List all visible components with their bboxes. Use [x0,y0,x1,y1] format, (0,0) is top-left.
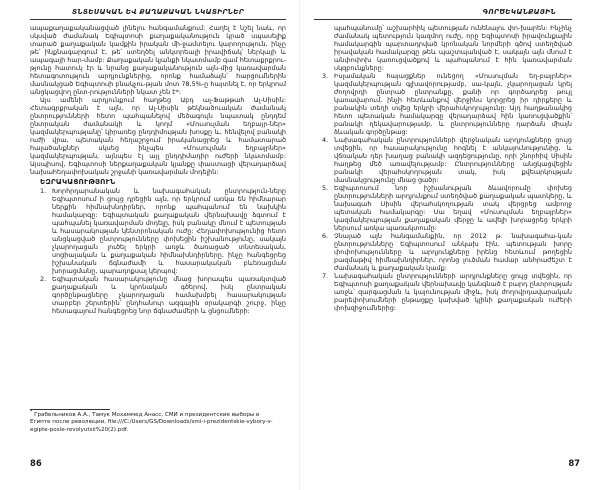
left-body-text [30,24,286,315]
list-item-number: 3. [322,72,329,80]
conclusion-heading: ԵԶՐԱԿԱՑՈՒԹՅՈՒՆ [40,177,116,186]
list-item-text: Նախագահական ընտրությունների վերջնական արդյունքները ցույց տվեցին, որ հասարակությունը հոգնել է անկայունությունից, և վճռական դեր խաղաց բանակի ազդեցությունը, որի շնորհիվ Սիսին հաղթեց մեծ առավելությամբ: Ընտրությունները անցկացվեցին բանակի վերահսկողության տակ, իսկ քվեարկության մասնակցությունը մնաց ցածր: [334,136,572,184]
list-item [30,187,286,275]
list-item-number: 5. [322,184,329,192]
list-item-number: 4. [322,136,329,144]
left-paragraph-1: ապաքաղաքականացված լինելու հանգամանքում: Հաղել է նշել նաև, որ սկսված ժամանակ Եգիպտոսի քաղաքականություն կրած սպասելիք տարած քաղաքական կամքին իրական մի-ջամտելու կարողություն, ինչը թե՛ ինքնագարգում է, թե՛ ստեղծել անկտրեալի իրավիճակ՝ ներկայի և ապագայի հար-մամբ: Քաղաքական կյանքի նկատմամբ գամ հետաքրքրու-թյունը հատուկ էր և նրանց քաղաքականություն այն-մից կառավարման հետագոտություն արդյունքներից, որոնք համաձայն՝ հարցումներին մասնակցած Եգիպտոսի բնակչու-թյան մոտ 78,5%-ը հայտնել է, որ երկրում անցկացվող ընտ-րությունների նկատ չեն է*: [30,24,286,96]
list-item [314,24,572,72]
footnote-divider [30,409,110,410]
right-conclusion-list [314,24,572,312]
list-item-text: Խորհրդարանական և նախագահական ընտրություն-ները Եգիպտոսում ի ցույց դրեցին այն, որ երկրում առկա են հիմնարար ներքին հիմնախնդիրներ, որոնք պահպանում են նախկին համակարգը: Եգիպտական քաղաքական վերնախավը ձգտում է պահպանել կառավարման մոդելը, իսկ բանակը մնում է պետության և հասարակության կենտրոնական ուժը: Հեղափոխությունից հետո անցկացված ընտրությունները փոխեցին իշխանությունը, սակայն չկարողացան լուծել երկրի առջև ծառացած տնտեսական, սոցիալական և քաղաքական հիմնախնդիրները, ինչը հանգեցրեց իշխանական ճգնաժամի և հասարակական բևեռացման խորացմանը, պարադոքսալ կերպով: [52,187,286,275]
list-item [314,272,572,312]
footnote-text: Грабельников А.А., Тамук Мохаммед Анасс, СМИ и президентские выборы в Египте после революции, file:///C:/Users/GS/Downloads/smi-i-prezidentskie-vybory-v-egipte-posle-revolyutsii%20(2).pdf. [30,412,273,433]
right-body-text [314,24,572,312]
list-item-text: Եգիպտական հասարակությունը մնաց խորապես պառակտված քաղաքական և կրոնական գծերով, իսկ ընտրական գործընթացները չկարողացան համախմբել հասարակության տարբեր շերտերին՝ ընդհանուր ազգային օրակարգի շուրջ, ինչը հետագայում հանգեցրեց նոր ճգնաժամերի և ցնցումների: [52,275,286,315]
list-item-text: Նախագահական ընտրությունների արդյունքները ցույց տվեցին, որ Եգիպտոսի քաղաքական վերնախավը կանգնած է բարդ ընտրության առջև՝ զարգացման և կայունության միջև, իսկ ժողովրդավարական բարեփոխումների ընթացքը կախված կլինի քաղաքական ուժերի փոխզիջումներից: [334,272,572,312]
list-item [314,72,572,136]
list-item-text: Չնայած այն հանգամանքին, որ 2012 թ. նախագահա-կան ընտրությունները Եգիպտոսում անկախ էին, պետության խորը փոփոխությունները և արդյունքները իրենց հետևում թողեցին բազմաթիվ հիմնախնդիրներ, որոնց լուծման համար անհրաժեշտ է ժամանակ և քաղաքական կամք: [334,232,572,272]
list-item-number: 2. [40,275,47,283]
left-page-number: 86 [30,458,42,468]
list-item [30,275,286,315]
list-item-number: 6. [322,232,329,240]
list-item-text: Եգիպտոսում նոր իշխանության ձևավորումը փոխեց ընտրությունների արդյունքում ստեղծված քաղաքական պատկերը, և նախագահ Սիսին վերահսկողության տակ վերցրեց ամբողջ պետական համակարգը: Սա եղավ «Մուսուլման եղբայրներ» կազմակերպության քաղաքական վերջը և ավելի խորացրեց երկրի ներսում առկա պառակտումը: [334,184,572,232]
list-item [314,136,572,184]
right-page [300,0,600,490]
list-item-number: 1. [40,187,47,195]
list-item-number: 7. [322,272,329,280]
footnote-mark: * [30,410,33,416]
footnote [30,412,280,434]
left-paragraph-2: Այս ամենի արդյունքում հաղթեց Աբդ ալ-Ֆաթթահ Ալ-Սիսին: Հետագրքրական է այն, որ Ալ-Սիսին թեկնածուական ժամանակ ընտրությունների հետո պահպանելով մեծագույն նպատակ ընդդեմ ընտրական ժամանակի և կողմ «Մուսուլման եղբայր-ներ» կազմակերպությանը՝ կիրառեց ընդդիմության խոսքը և, հենվելով բանակի ուժի վրա, պետական հեղաշրջում իրականացրեց և համատարած հալածանքներ սկսեց ինչպես «Մուսուլման եղբայրներ» կազմակերպության, այնպես էլ այլ ընդդիմադիր ուժերի նկատմամբ: Այսպիսով, Եգիպտոսի ներքաղաքական կյանքը փաստացի վերադարձավ նախահեղափոխական շրջանի կառավարման մոդելին: [30,96,286,176]
list-item-text: Իսլամական հայացքներ ունեցող «Մուսուլման եղ-բայրներ» կազմակերպության գլխավորությամբ, սա-կայն, չկարողացան կրել ժողովրդի ընտրած ընտրանքը, քանի որ գործադրեց թույլ կառավարում, ինչի հետևանքով վերջինս կորցրեց իր դիրքերը և բանակին տեղի տվեց երկրի վերահսկողությունը: Այդ հաղթանակից հետո պետական համակարգը վերադարձավ հին կառուցվածքին՝ բանակի ղեկավարությամբ, և ընտրությունները դարձան միայն ձևական գործընթաց: [334,72,572,136]
left-running-head: ՏՆՏԵՍԱԿԱՆ ԵՎ ՔԱՂԱՔԱԿԱՆ ՆԿԱՏԻՐՆԵՐ [30,8,286,20]
list-item [314,232,572,272]
list-item-text: պահպանումը՝ աշխարհիկ պետության ունենալու փո-խարեն: Ինչինչ ժամանակ պետություն կազմող ուժը, որը Եգիպտոսի իրավունքային համակարգին պարտադրված կրոնական նորմերի գծով ստեղծված իրավական համակարգը թեև պաշտպանված է, սակայն այն մնում է անփոփոխ կառուցվածքով և պահպանում է հին կառավարման սկզբունքները: [334,24,572,72]
left-conclusion-list [30,187,286,315]
right-page-number: 87 [568,458,580,468]
right-running-head: ԳՈՐԾԵԿԱՆՔԱՅԻՆ [314,8,572,20]
list-item [314,184,572,232]
